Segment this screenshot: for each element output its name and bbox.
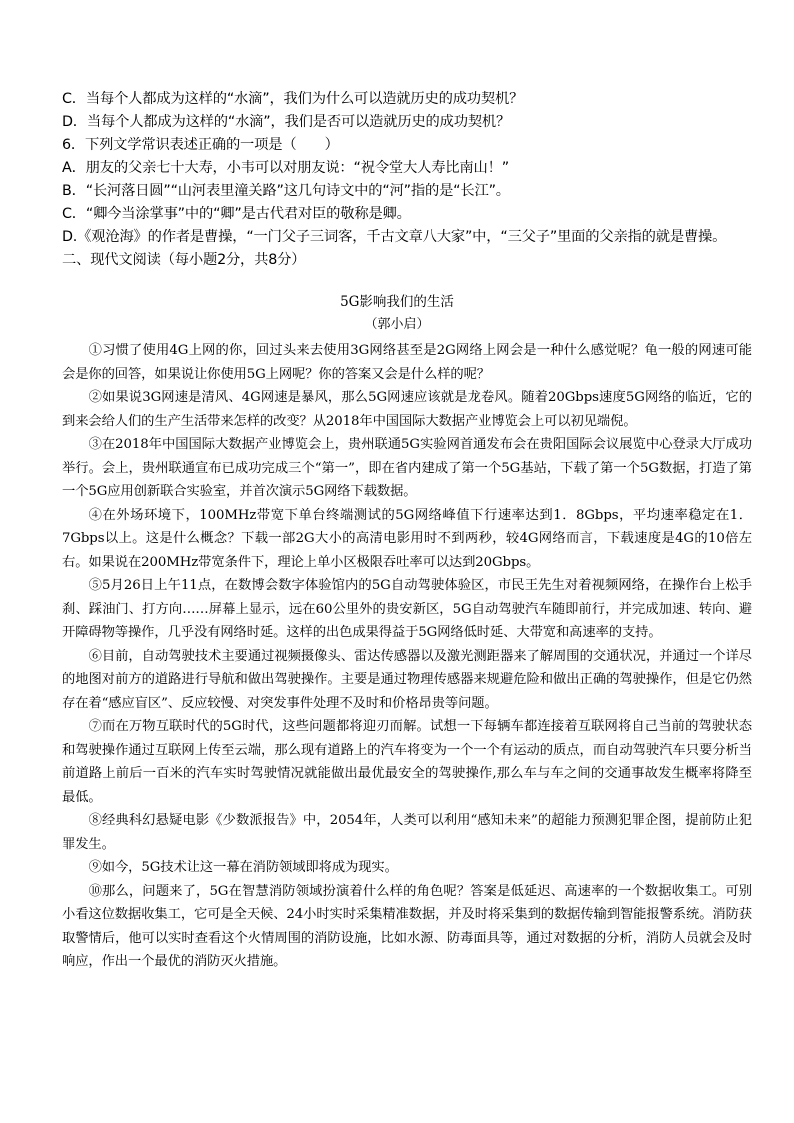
section-heading: 二、现代文阅读（每小题2分，共8分） xyxy=(62,252,306,268)
article-paragraph: ⑩那么，问题来了，5G在智慧消防领域扮演着什么样的角色呢？答案是低延迟、高速率的一个数据收集工。可别小看这位数据收集工，它可是全天候、24小时实时采集精准数据，并及时将采集到的数据传输到智能报警系统。消防获取警情后，他可以实时查看这个火情周围的消防设施，比如水源、防毒面具等，通过对数据的分析，消防人员就会及时响应，作出一个最优的消防灭火措施。 xyxy=(62,883,752,969)
question-line: D．当每个人都成为这样的“水滴”，我们是否可以造就历史的成功契机？ xyxy=(62,114,511,130)
article-paragraph: ④在外场环境下，100MHz带宽下单台终端测试的5G网络峰值下行速率达到1．8Gbps，平均速率稳定在1．7Gbps以上。这是什么概念？下载一部2G大小的高清电影用时不到两秒，较4G网络而言，下载速度是4G的10倍左右。如果说在200MHz带宽条件下，理论上单小区极限吞吐率可以达到20Gbps。 xyxy=(62,507,752,570)
article-author: （郭小启） xyxy=(364,317,430,332)
article-paragraph: ⑧经典科幻悬疑电影《少数派报告》中，2054年，人类可以利用“感知未来”的超能力预测犯罪企图，提前防止犯罪发生。 xyxy=(62,813,752,852)
article-paragraph: ①习惯了使用4G上网的你，回过头来去使用3G网络甚至是2G网络上网会是一种什么感觉呢？龟一般的网速可能会是你的回答，如果说让你使用5G上网呢？你的答案又会是什么样的呢？ xyxy=(62,343,752,382)
article-paragraph: ⑤5月26日上午11点，在数博会数字体验馆内的5G自动驾驶体验区，市民王先生对着视频网络，在操作台上松手刹、踩油门、打方向……屏幕上显示，远在60公里外的贵安新区，5G自动驾驶汽车随即前行，并完成加速、转向、避开障碍物等操作，几乎没有网络时延。这样的出色成果得益于5G网络低时延、大带宽和高速率的支持。 xyxy=(62,578,752,640)
question-line: B．“长河落日圆”“山河表里潼关路”这几句诗文中的“河”指的是“长江”。 xyxy=(62,183,510,199)
article-paragraph: ⑨如今，5G技术让这一幕在消防领域即将成为现实。 xyxy=(88,860,398,875)
question-line: 6．下列文学常识表述正确的一项是（ ） xyxy=(62,137,339,153)
article-title: 5G影响我们的生活 xyxy=(340,294,454,310)
article-paragraph: ⑦而在万物互联时代的5G时代，这些问题都将迎刃而解。试想一下每辆车都连接着互联网将自己当前的驾驶状态和驾驶操作通过互联网上传至云端，那么现有道路上的汽车将变为一个一个有运动的质点，而自动驾驶汽车只要分析当前道路上前后一百米的汽车实时驾驶情况就能做出最优最安全的驾驶操作,那么车与车之间的交通事故发生概率将降至最低。 xyxy=(62,719,752,805)
article-paragraph: ⑥目前，自动驾驶技术主要通过视频摄像头、雷达传感器以及激光测距器来了解周围的交通状况，并通过一个详尽的地图对前方的道路进行导航和做出驾驶操作。主要是通过物理传感器来规避危险和做出正确的驾驶操作，但是它仍然存在着“感应盲区”、反应较慢、对突发事件处理不及时和价格昂贵等问题。 xyxy=(62,648,752,711)
article-body xyxy=(62,339,752,974)
question-line: D.《观沧海》的作者是曹操，“一门父子三词客，千古文章八大家”中，“三父子”里面的父亲指的就是曹操。 xyxy=(62,229,727,245)
article-paragraph: ③在2018年中国国际大数据产业博览会上，贵州联通5G实验网首通发布会在贵阳国际会议展览中心登录大厅成功举行。会上，贵州联通宣布已成功完成三个“第一”，即在省内建成了第一个5G基站，下载了第一个5G数据，打造了第一个5G应用创新联合实验室，并首次演示5G网络下载数据。 xyxy=(62,437,752,499)
question-line: A．朋友的父亲七十大寿，小韦可以对朋友说：“祝令堂大人寿比南山！” xyxy=(62,160,509,176)
question-options-block xyxy=(62,88,752,272)
article-paragraph: ②如果说3G网速是清风、4G网速是暴风，那么5G网速应该就是龙卷风。随着20Gbps速度5G网络的临近，它的到来会给人们的生产生活带来怎样的改变？从2018年中国国际大数据产业博览会上可以初见端倪。 xyxy=(62,390,752,429)
question-line: C．“卿今当涂掌事”中的“卿”是古代君对臣的敬称是卿。 xyxy=(62,206,411,222)
question-line: C．当每个人都成为这样的“水滴”，我们为什么可以造就历史的成功契机？ xyxy=(62,91,524,107)
